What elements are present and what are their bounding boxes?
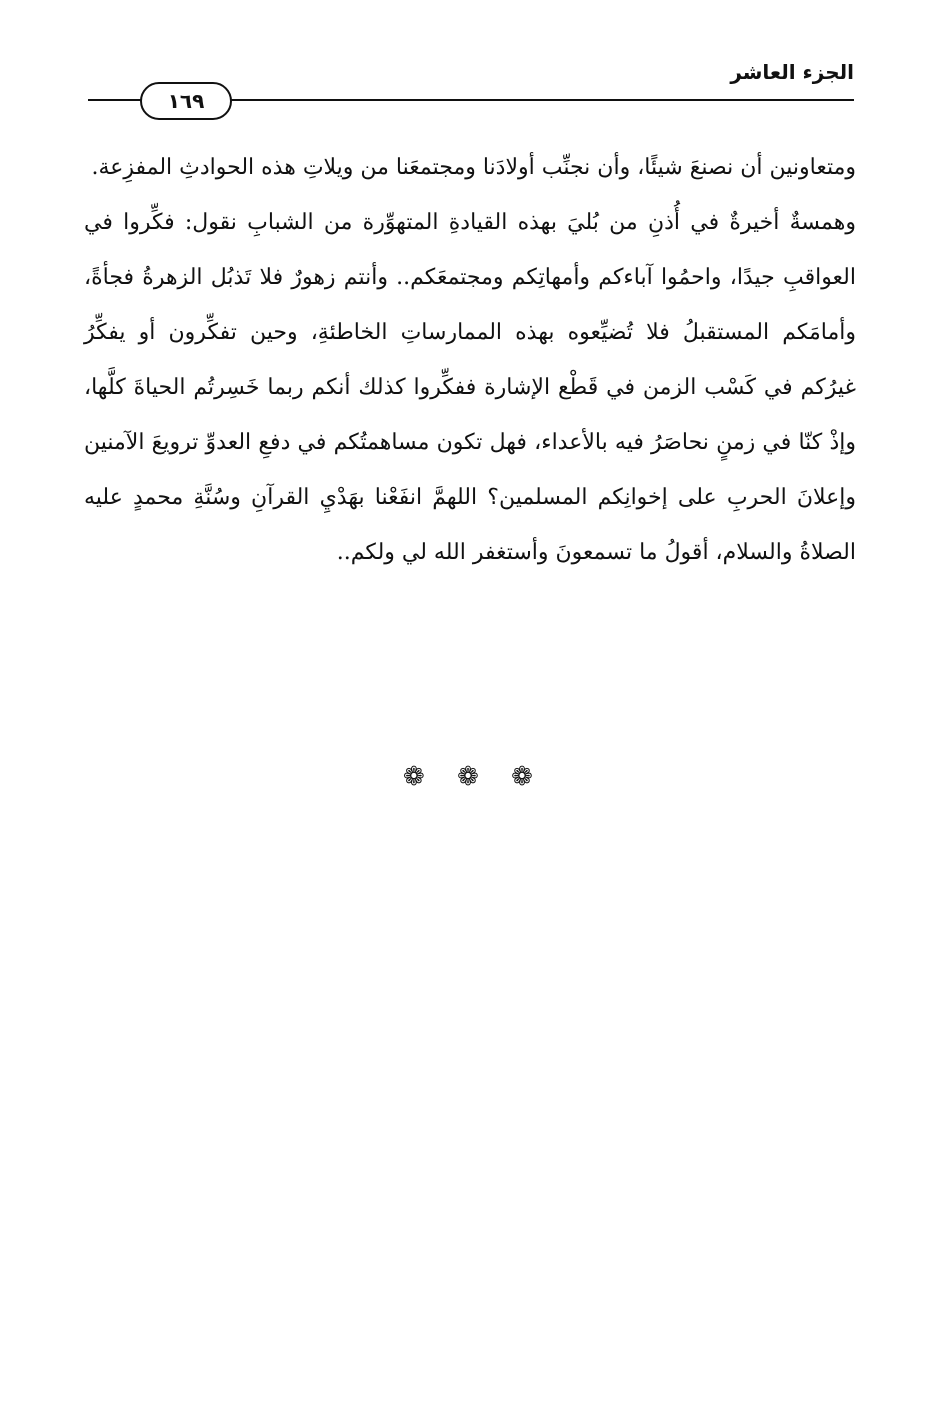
page-number: ١٦٩	[140, 82, 232, 120]
paragraph-2: وهمسةٌ أخيرةٌ في أُذنِ من بُليَ بهذه القيادةِ المتهوِّرة من الشبابِ نقول: فكِّروا في العواقبِ جيدًا، واحمُوا آباءكم وأمهاتِكم ومجتمعَكم.. وأنتم زهورٌ فلا تَذبُل الزهرةُ فجأةً، وأمامَكم المستقبلُ فلا تُضيِّعوه بهذه الممارساتِ الخاطئةِ، وحين تفكِّرون أو يفكِّرُ غيرُكم في كَسْب الزمن في قَطْع الإشارة ففكِّروا كذلك أنكم ربما خَسِرتُم الحياةَ كلَّها، وإذْ كنّا في زمنٍ نحاصَرُ فيه بالأعداء، فهل تكون مساهمتُكم في دفعِ العدوِّ ترويعَ الآمنين وإعلانَ الحربِ على إخوانِكم المسلمين؟ اللهمَّ انفَعْنا بهَدْيِ القرآنِ وسُنَّةِ محمدٍ عليه الصلاةُ والسلام، أقولُ ما تسمعونَ وأستغفر الله لي ولكم..	[84, 210, 856, 565]
flower-ornament-icon: ❁	[511, 762, 541, 792]
paragraph-1: ومتعاونين أن نصنعَ شيئًا، وأن نجنِّب أولادَنا ومجتمعَنا من ويلاتِ هذه الحوادثِ المفزِعة.	[91, 155, 856, 180]
page-body	[84, 140, 856, 580]
page-header	[0, 0, 944, 130]
book-part-title: الجزء العاشر	[730, 60, 854, 84]
flower-ornament-icon: ❁	[403, 762, 433, 792]
flower-ornament-icon: ❁	[457, 762, 487, 792]
section-end-ornaments	[0, 762, 944, 792]
